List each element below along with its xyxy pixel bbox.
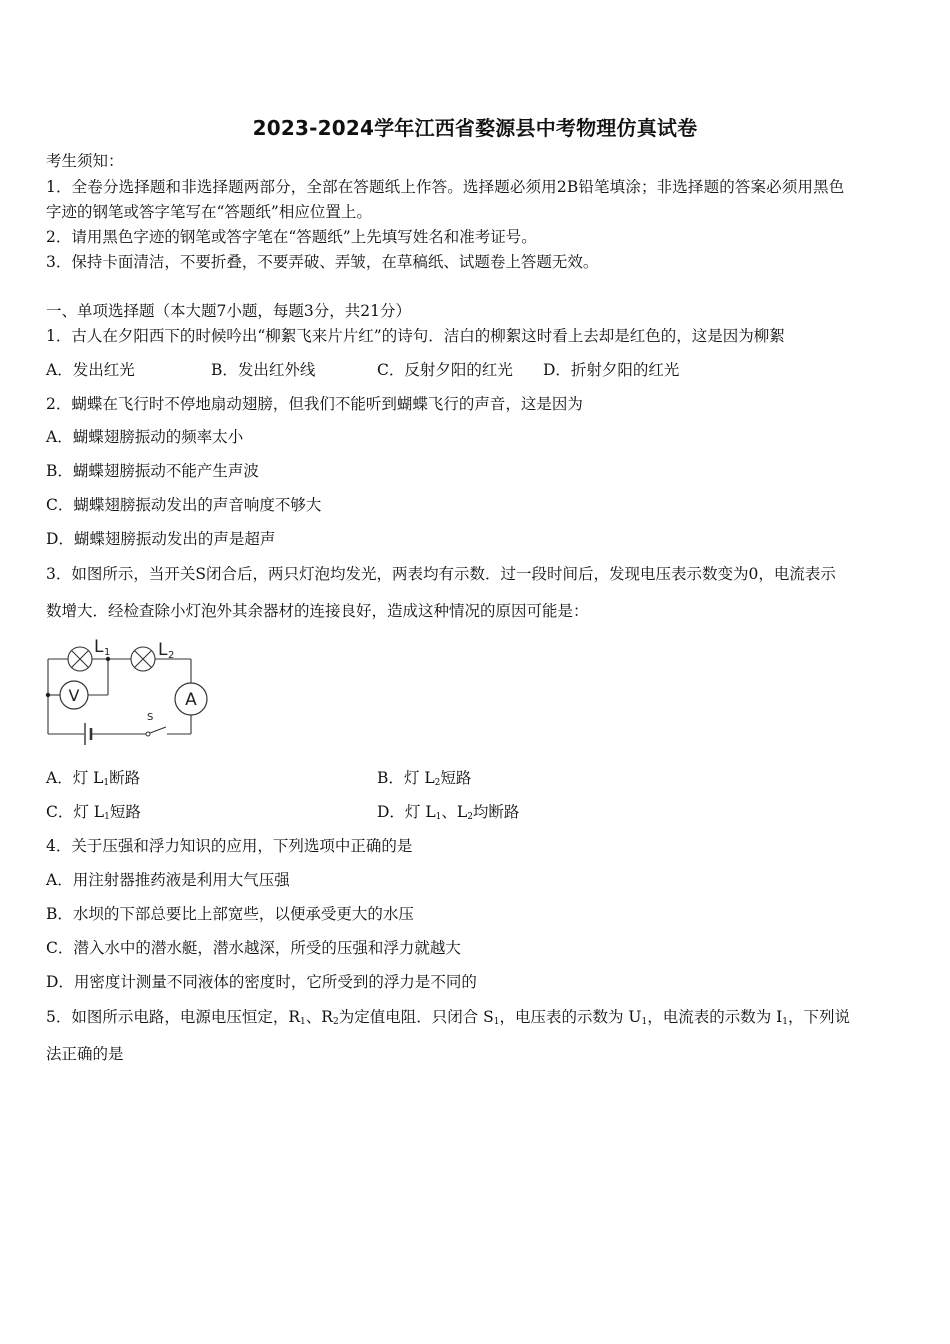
ammeter-label: A: [185, 690, 197, 710]
question-5-stem-line1: 5．如图所示电路，电源电压恒定，$R_1$、$R_2$为定值电阻．只闭合 $S_1$，电压表的示数为 $U_1$，电流表的示数为 $I_1$，下列说: [46, 1008, 851, 1027]
switch-icon: [146, 712, 166, 736]
question-5-stem-line2: 法正确的是: [46, 1045, 124, 1063]
q3-option-a: A．灯 $L_1$断路: [46, 769, 141, 788]
question-2-stem: 2．蝴蝶在飞行时不停地扇动翅膀，但我们不能听到蝴蝶飞行的声音，这是因为: [46, 395, 583, 413]
section-heading: 一、单项选择题（本大题7小题，每题3分，共21分）: [46, 302, 411, 320]
lamp-l1-subscript: 1: [104, 647, 111, 658]
lamp-l2-label: L: [158, 640, 168, 660]
q2-option-d: D．蝴蝶翅膀振动发出的声是超声: [46, 530, 276, 548]
notice-item-2: 2．请用黑色字迹的钢笔或答字笔在“答题纸”上先填写姓名和准考证号。: [46, 228, 537, 246]
voltmeter-label: V: [68, 686, 80, 705]
junction-dot: [46, 693, 50, 697]
q1-option-a: A．发出红光: [46, 361, 135, 379]
q2-option-b: B．蝴蝶翅膀振动不能产生声波: [46, 462, 259, 480]
q1-option-c: C．反射夕阳的红光: [377, 361, 513, 379]
lamp-l1-label: L: [94, 637, 104, 657]
lamp-l2-subscript: 2: [168, 650, 175, 661]
q4-option-a: A．用注射器推药液是利用大气压强: [46, 871, 290, 889]
battery-icon: [85, 723, 91, 745]
q4-option-d: D．用密度计测量不同液体的密度时，它所受到的浮力是不同的: [46, 973, 477, 991]
switch-label: S: [147, 712, 154, 723]
page-title: 2023-2024学年江西省婺源县中考物理仿真试卷: [252, 116, 698, 140]
q3-option-b: B．灯 $L_2$短路: [377, 769, 472, 788]
q1-option-d: D．折射夕阳的红光: [543, 361, 680, 379]
q4-option-c: C．潜入水中的潜水艇，潜水越深，所受的压强和浮力就越大: [46, 939, 461, 957]
q3-option-c: C．灯 $L_1$短路: [46, 803, 141, 822]
q2-option-a: A．蝴蝶翅膀振动的频率太小: [46, 428, 244, 446]
question-3-stem-line2: 数增大．经检查除小灯泡外其余器材的连接良好，造成这种情况的原因可能是：: [46, 602, 589, 620]
lamp-l1-icon: [68, 647, 92, 671]
question-3-stem-line1: 3．如图所示，当开关S闭合后，两只灯泡均发光，两表均有示数．过一段时间后，发现电压表示数变为0，电流表示: [46, 565, 836, 583]
notice-item-3: 3．保持卡面清洁，不要折叠，不要弄破、弄皱，在草稿纸、试题卷上答题无效。: [46, 253, 599, 271]
question-1-stem: 1．古人在夕阳西下的时候吟出“柳絮飞来片片红”的诗句．洁白的柳絮这时看上去却是红色的，这是因为柳絮: [46, 327, 785, 345]
question-4-stem: 4．关于压强和浮力知识的应用，下列选项中正确的是: [46, 837, 413, 855]
q2-option-c: C．蝴蝶翅膀振动发出的声音响度不够大: [46, 496, 322, 514]
voltmeter-icon: [60, 681, 88, 709]
circuit-diagram: [40, 634, 210, 749]
ammeter-icon: [175, 683, 207, 715]
q4-option-b: B．水坝的下部总要比上部宽些，以便承受更大的水压: [46, 905, 414, 923]
notice-item-1-cont: 字迹的钢笔或答字笔写在“答题纸”相应位置上。: [46, 203, 372, 221]
notice-item-1: 1．全卷分选择题和非选择题两部分，全部在答题纸上作答。选择题必须用2B铅笔填涂；非选择题的答案必须用黑色: [46, 178, 845, 196]
q1-option-b: B．发出红外线: [211, 361, 316, 379]
lamp-l2-icon: [131, 647, 155, 671]
q3-option-d: D．灯 $L_1$、$L_2$均断路: [377, 803, 520, 822]
notice-heading: 考生须知：: [46, 152, 124, 170]
